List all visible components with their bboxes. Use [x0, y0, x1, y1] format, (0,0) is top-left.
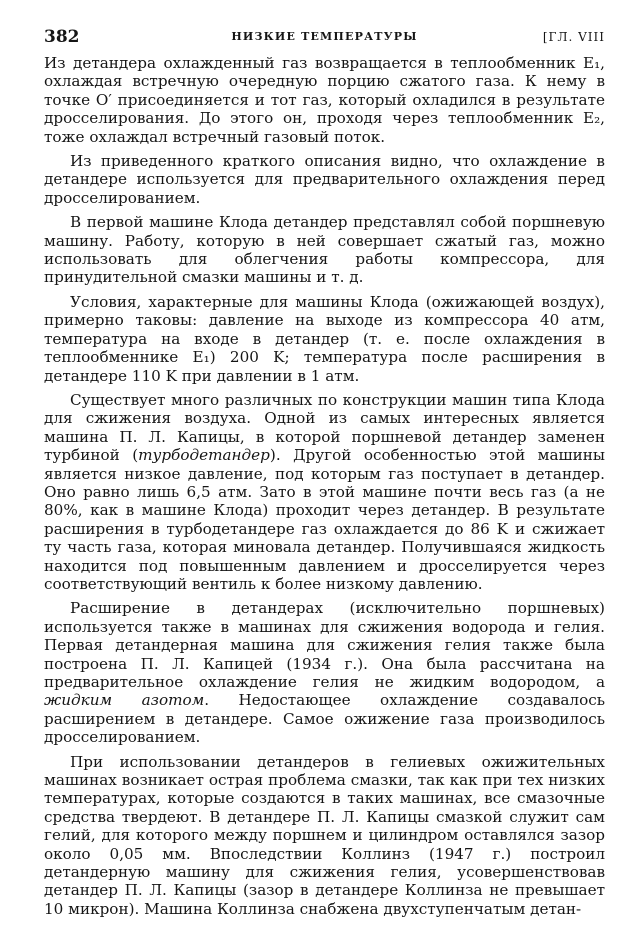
paragraph-text: . Недостающее охлаждение создавалось расширением в детандере. Самое ожижение газа производилось дросселированием. [44, 691, 605, 747]
body-text [44, 54, 605, 918]
paragraph [44, 293, 605, 385]
paragraph-text: Условия, характерные для машины Клода (ожижающей воздух), примерно таковы: давление на выходе из компрессора 40 атм, температура на входе в детандер (т. е. после охлаждения в теплообменнике E₁) 200 K; температура после расширения в детандере 110 K при давлении в 1 атм. [44, 292, 605, 385]
paragraph-text: В первой машине Клода детандер представлял собой поршневую машину. Работу, которую в ней совершает сжатый газ, можно использовать для облегчения работы компрессора, для принудительной смазки машины и т. д. [44, 213, 605, 287]
paragraph-text: ). Другой особенностью этой машины является низкое давление, под которым газ поступает в детандер. Оно равно лишь 6,5 атм. Зато в этой машине почти весь газ (а не 80%, как в машине Клода) проходит через детандер. В результате расширения в турбодетандере газ охлаждается до 86 K и сжижает ту часть газа, которая миновала детандер. Получившаяся жидкость находится под повышенным давлением и дросселируется через соответствующий вентиль к более низкому давлению. [44, 446, 606, 593]
paragraph-text: Из приведенного краткого описания видно, что охлаждение в детандере используется для предварительного охлаждения перед дросселированием. [44, 152, 605, 207]
paragraph [44, 54, 605, 146]
paragraph [44, 753, 605, 919]
running-title: НИЗКИЕ ТЕМПЕРАТУРЫ [231, 30, 418, 43]
book-page [44, 24, 605, 918]
paragraph-text: Расширение в детандерах (исключительно поршневых) используется также в машинах для сжижения водорода и гелия. Первая детандерная машина для сжижения гелия также была построена П. Л. Капицей (1934 г.). Она была рассчитана на предварительное охлаждение гелия не жидким водородом, а [44, 599, 605, 691]
paragraph [44, 599, 605, 746]
page-header [44, 24, 605, 50]
paragraph [44, 213, 605, 287]
italic-term: турбодетандер [138, 446, 270, 465]
italic-term: жидким азотом [44, 691, 205, 710]
paragraph [44, 152, 605, 207]
page-number: 382 [44, 27, 80, 47]
paragraph-text: Существует много различных по конструкции машин типа Клода для сжижения воздуха. Одной из самых интересных является машина П. Л. Капицы, в которой поршневой детандер заменен турбиной ( [44, 390, 605, 465]
paragraph-text: При использовании детандеров в гелиевых ожижительных машинах возникает острая проблема смазки, так как при тех низких температурах, которые создаются в таких машинах, все смазочные средства твердеют. В детандере П. Л. Капицы смазкой служит сам гелий, для которого между поршнем и цилиндром оставлялся зазор около 0,05 мм. Впоследствии Коллинз (1947 г.) построил детандерную машину для сжижения гелия, усовершенствовав детандер П. Л. Капицы (зазор в детандере Коллинза не превышает 10 микрон). Машина Коллинза снабжена двухступенчатым детан- [44, 752, 605, 918]
chapter-label: [ГЛ. VIII [542, 30, 605, 44]
paragraph [44, 391, 605, 593]
paragraph-text: Из детандера охлажденный газ возвращается в теплообменник E₁, охлаждая встречную очередную порцию сжатого газа. К нему в точке O′ присоединяется и тот газ, который охладился в результате дросселирования. До этого он, проходя через теплообменник E₂, тоже охлаждал встречный газовый поток. [44, 54, 605, 146]
